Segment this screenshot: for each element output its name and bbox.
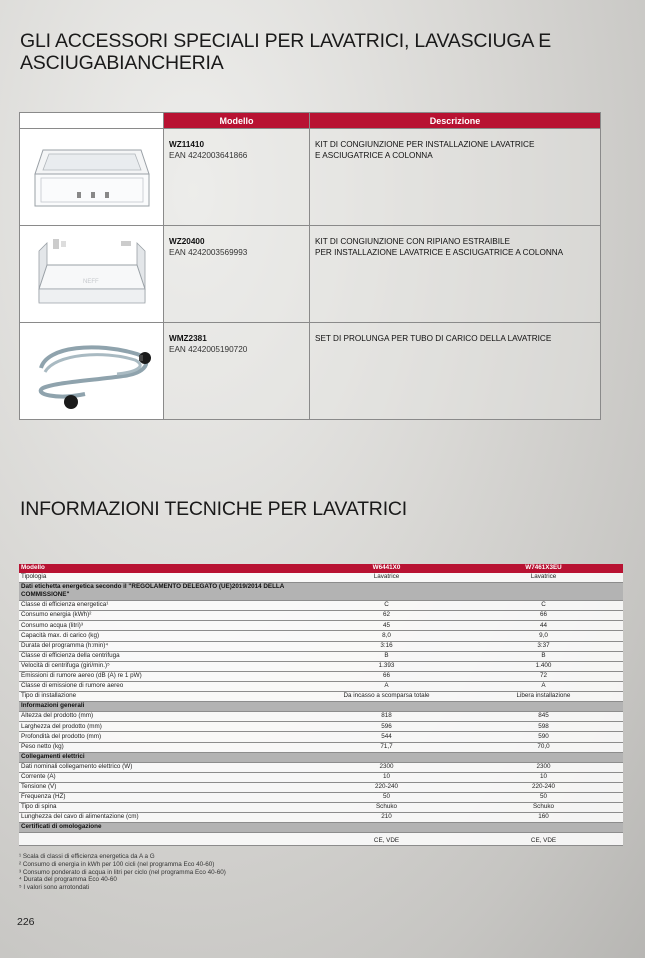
row-value-1: 544 [309, 732, 464, 742]
table-row [19, 651, 623, 661]
row-value-1: 50 [309, 792, 464, 802]
table-row [19, 742, 623, 752]
row-value-1: B [309, 651, 464, 661]
section-filler [309, 702, 464, 712]
row-value-2: 66 [464, 611, 623, 621]
section-filler [464, 823, 623, 833]
description-line: SET DI PROLUNGA PER TUBO DI CARICO DELLA LAVATRICE [315, 334, 552, 343]
ean-code: EAN 4242003569993 [169, 248, 248, 257]
row-value-2: 70,0 [464, 742, 623, 752]
row-value-1: 45 [309, 621, 464, 631]
section-title: Dati etichetta energetica secondo il "REGOLAMENTO DELEGATO (UE)2019/2014 DELLA COMMISSIONE" [19, 583, 309, 601]
table-row [19, 641, 623, 651]
row-label: Classe di efficienza della centrifuga [19, 651, 309, 661]
page-number: 226 [17, 916, 35, 928]
row-value-1: 210 [309, 813, 464, 823]
table-row [19, 621, 623, 631]
section-title: Certificati di omologazione [19, 823, 309, 833]
row-label: Tipo di installazione [19, 692, 309, 702]
model-code: WMZ2381 [169, 334, 207, 343]
accessory-row [20, 129, 601, 226]
row-value-1: 10 [309, 772, 464, 782]
table-row [19, 782, 623, 792]
row-value-1: CE, VDE [309, 833, 464, 846]
footnote: ² Consumo di energia in kWh per 100 cicli (nel programma Eco 40-60) [19, 860, 215, 868]
table-row [19, 601, 623, 611]
section-filler [464, 702, 623, 712]
page-title-accessories: GLI ACCESSORI SPECIALI PER LAVATRICI, LAVASCIUGA E ASCIUGABIANCHERIA [20, 30, 552, 74]
accessory-image-stacking-kit [20, 129, 164, 226]
table-row [19, 671, 623, 681]
section-header-electric [19, 752, 623, 762]
hose-illustration [27, 328, 157, 412]
row-value-2: Schuko [464, 803, 623, 813]
row-label: Classe di emissione di rumore aereo [19, 681, 309, 691]
row-value-1: Lavatrice [309, 573, 464, 583]
section-header-cert [19, 823, 623, 833]
table-row [19, 803, 623, 813]
section-header-energy [19, 583, 623, 601]
row-label: Peso netto (kg) [19, 742, 309, 752]
row-label: Capacità max. di carico (kg) [19, 631, 309, 641]
row-value-2: 845 [464, 712, 623, 722]
footnote: ¹ Scala di classi di efficienza energetica da A a G [19, 853, 155, 860]
row-value-1: 8,0 [309, 631, 464, 641]
description-line: PER INSTALLAZIONE LAVATRICE E ASCIUGATRICE A COLONNA [315, 248, 564, 257]
row-label: Consumo acqua (litri)³ [19, 621, 309, 631]
footnote: ⁵ I valori sono arrotondati [19, 884, 90, 892]
section-title: Collegamenti elettrici [19, 752, 309, 762]
row-value-2: C [464, 601, 623, 611]
tech-header-model-2: W7461X3EU [464, 564, 623, 573]
row-label [19, 833, 309, 846]
row-value-1: Da incasso a scomparsa totale [309, 692, 464, 702]
accessories-header-row [20, 113, 601, 129]
header-blank [20, 113, 164, 129]
accessory-description-cell [310, 129, 601, 226]
row-label: Frequenza (HZ) [19, 792, 309, 802]
model-code: WZ11410 [169, 140, 205, 149]
row-label: Larghezza del prodotto (mm) [19, 722, 309, 732]
row-value-2: 72 [464, 671, 623, 681]
row-value-1: 2300 [309, 762, 464, 772]
row-label: Tipologia [19, 573, 309, 583]
row-value-1: Schuko [309, 803, 464, 813]
ean-code: EAN 4242003641866 [169, 151, 248, 160]
header-description: Descrizione [310, 113, 601, 129]
row-label: Consumo energia (kWh)² [19, 611, 309, 621]
row-label: Lunghezza del cavo di alimentazione (cm) [19, 813, 309, 823]
svg-text:NEFF: NEFF [82, 279, 99, 285]
section-filler [309, 823, 464, 833]
page-title-technical: INFORMAZIONI TECNICHE PER LAVATRICI [20, 498, 408, 520]
row-label: Corrente (A) [19, 772, 309, 782]
table-row [19, 573, 623, 583]
table-row [19, 681, 623, 691]
table-row [19, 631, 623, 641]
row-value-2: 160 [464, 813, 623, 823]
stacking-kit-illustration [31, 134, 153, 218]
table-row [19, 611, 623, 621]
row-value-2: 598 [464, 722, 623, 732]
table-row [19, 772, 623, 782]
ean-code: EAN 4242005190720 [169, 345, 248, 354]
row-value-2: 590 [464, 732, 623, 742]
row-label: Profondità del prodotto (mm) [19, 732, 309, 742]
row-value-2: 44 [464, 621, 623, 631]
accessories-table [19, 112, 601, 420]
stacking-kit-shelf-illustration [31, 231, 153, 315]
section-filler [309, 583, 464, 601]
row-label: Emissioni di rumore aereo (dB (A) re 1 pW) [19, 671, 309, 681]
accessory-row [20, 323, 601, 420]
row-label: Velocità di centrifuga (giri/min.)⁵ [19, 661, 309, 671]
row-value-2: A [464, 681, 623, 691]
description-line: KIT DI CONGIUNZIONE PER INSTALLAZIONE LAVATRICE [315, 140, 535, 149]
accessory-image-hose [20, 323, 164, 420]
tech-header-model-1: W6441X0 [309, 564, 464, 573]
row-label: Durata del programma (h:min)⁴ [19, 641, 309, 651]
row-value-2: 9,0 [464, 631, 623, 641]
row-value-2: 10 [464, 772, 623, 782]
row-label: Dati nominali collegamento elettrico (W) [19, 762, 309, 772]
accessory-image-stacking-kit-shelf [20, 226, 164, 323]
row-value-1: 66 [309, 671, 464, 681]
section-title: Informazioni generali [19, 702, 309, 712]
description-line: KIT DI CONGIUNZIONE CON RIPIANO ESTRAIBILE [315, 237, 511, 246]
row-value-1: 596 [309, 722, 464, 732]
section-filler [309, 752, 464, 762]
section-filler [464, 583, 623, 601]
row-value-2: 50 [464, 792, 623, 802]
table-row [19, 813, 623, 823]
row-value-2: Lavatrice [464, 573, 623, 583]
table-row [19, 792, 623, 802]
table-row [19, 762, 623, 772]
row-value-1: C [309, 601, 464, 611]
row-value-1: 3:16 [309, 641, 464, 651]
footnote: ⁴ Durata del programma Eco 40-60 [19, 876, 117, 884]
row-label: Altezza del prodotto (mm) [19, 712, 309, 722]
accessory-model-cell [164, 323, 310, 420]
table-row [19, 732, 623, 742]
energy-rows [19, 601, 623, 702]
header-model: Modello [164, 113, 310, 129]
row-value-1: 1.393 [309, 661, 464, 671]
row-value-1: 62 [309, 611, 464, 621]
row-label: Tensione (V) [19, 782, 309, 792]
row-value-1: 818 [309, 712, 464, 722]
row-value-2: 3:37 [464, 641, 623, 651]
electric-rows [19, 762, 623, 823]
section-filler [464, 752, 623, 762]
row-value-1: 220-240 [309, 782, 464, 792]
footnote: ³ Consumo ponderato di acqua in litri per ciclo (nel programma Eco 40-60) [19, 868, 226, 876]
description-line: E ASCIUGATRICE A COLONNA [315, 151, 433, 160]
accessory-model-cell [164, 129, 310, 226]
row-value-1: A [309, 681, 464, 691]
general-rows [19, 712, 623, 752]
tech-header-label: Modello [19, 564, 309, 573]
tech-header-row [19, 564, 623, 573]
row-value-2: 220-240 [464, 782, 623, 792]
table-row [19, 722, 623, 732]
accessory-model-cell [164, 226, 310, 323]
row-value-2: B [464, 651, 623, 661]
model-code: WZ20400 [169, 237, 205, 246]
row-value-2: 2300 [464, 762, 623, 772]
table-row [19, 692, 623, 702]
section-header-general [19, 702, 623, 712]
row-value-2: CE, VDE [464, 833, 623, 846]
technical-table [19, 564, 623, 846]
accessory-row [20, 226, 601, 323]
row-label: Classe di efficienza energetica¹ [19, 601, 309, 611]
accessory-description-cell [310, 226, 601, 323]
footnotes [19, 853, 226, 892]
row-value-2: Libera installazione [464, 692, 623, 702]
accessory-description-cell [310, 323, 601, 420]
table-row [19, 661, 623, 671]
table-row [19, 712, 623, 722]
table-row [19, 833, 623, 846]
row-label: Tipo di spina [19, 803, 309, 813]
row-value-1: 71,7 [309, 742, 464, 752]
row-value-2: 1.400 [464, 661, 623, 671]
